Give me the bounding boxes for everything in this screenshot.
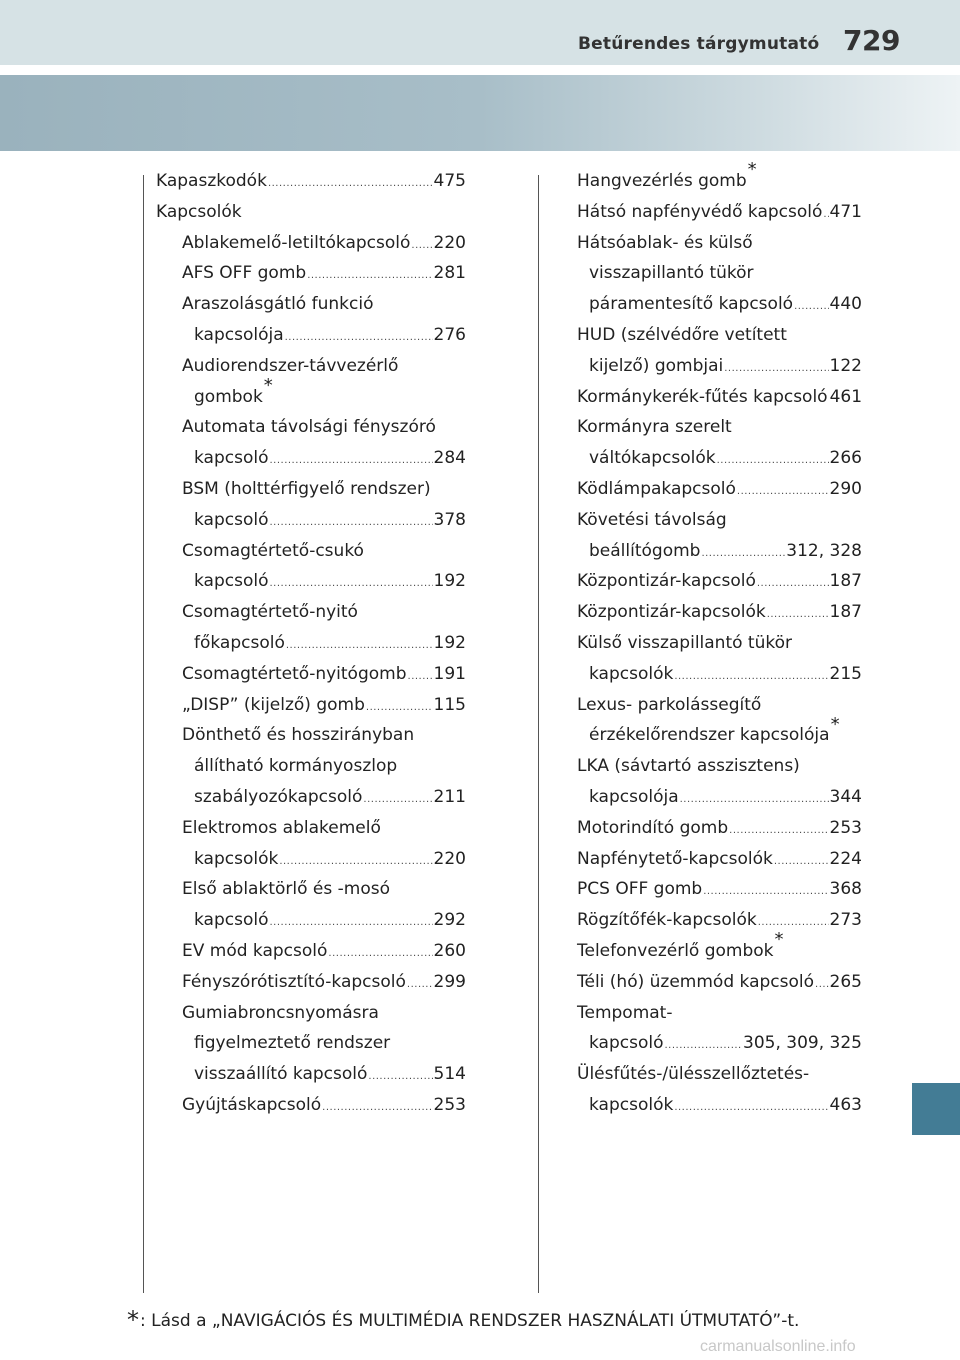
index-term: Hátsó napfényvédő kapcsoló	[577, 201, 823, 222]
index-term: Csomagtértető-csukó	[182, 540, 364, 561]
dot-leader	[269, 908, 432, 939]
dot-leader	[703, 877, 828, 908]
page-reference: 276	[433, 324, 466, 345]
index-term: „DISP” (kijelző) gomb	[182, 694, 365, 715]
index-term: Gyújtáskapcsoló	[182, 1094, 322, 1115]
header-band	[0, 75, 960, 151]
dot-leader	[674, 1093, 828, 1124]
index-entry	[577, 228, 862, 259]
dot-leader	[307, 261, 432, 292]
index-entry	[577, 258, 862, 289]
index-entry	[577, 659, 862, 690]
index-term: Kormányra szerelt	[577, 417, 732, 438]
index-term: beállítógomb	[589, 540, 701, 561]
index-term: Ülésfűtés-/ülésszellőztetés-	[577, 1064, 810, 1085]
index-entry	[156, 628, 466, 659]
index-entry	[577, 1028, 862, 1059]
index-entry	[577, 751, 862, 782]
index-term: Csomagtértető-nyitó	[182, 602, 358, 623]
page-reference: 211	[433, 786, 466, 807]
page-reference: 290	[829, 478, 862, 499]
index-entry	[577, 412, 862, 443]
index-term: EV mód kapcsoló	[182, 940, 328, 961]
index-term: Hátsóablak- és külső	[577, 232, 753, 253]
index-term: Hangvezérlés gomb	[577, 171, 747, 191]
index-term: Külső visszapillantó tükör	[577, 632, 792, 653]
page-reference: 260	[433, 940, 466, 961]
page-reference: 192	[433, 571, 466, 592]
index-entry	[577, 713, 862, 751]
index-term: kapcsolók	[589, 663, 674, 684]
index-term: Első ablaktörlő és -mosó	[182, 879, 390, 900]
page-reference: 253	[433, 1094, 466, 1115]
dot-leader	[322, 1093, 432, 1124]
index-entry	[577, 1059, 862, 1090]
index-term: kapcsolók	[194, 848, 279, 869]
dot-leader	[408, 662, 433, 693]
dot-leader	[767, 600, 829, 631]
index-term: visszaállító kapcsoló	[194, 1064, 368, 1085]
page-reference: 266	[829, 448, 862, 469]
page-reference: 284	[433, 448, 466, 469]
index-entry	[577, 474, 862, 505]
dot-leader	[269, 508, 432, 539]
dot-leader	[724, 354, 828, 385]
index-entry	[156, 874, 466, 905]
index-entry	[577, 320, 862, 351]
page-reference: 192	[433, 632, 466, 653]
index-term: AFS OFF gomb	[182, 263, 307, 284]
index-term: Napfénytető-kapcsolók	[577, 848, 773, 869]
page-reference: 475	[433, 171, 466, 191]
index-entry	[156, 351, 466, 382]
dot-leader	[279, 847, 432, 878]
page-reference: 461	[829, 386, 863, 407]
index-entry	[156, 228, 466, 259]
index-term: Automata távolsági fényszóró	[182, 417, 436, 438]
index-term: Központizár-kapcsolók	[577, 602, 766, 623]
dot-leader	[674, 662, 828, 693]
dot-leader	[729, 816, 828, 847]
index-term: váltókapcsolók	[589, 448, 716, 469]
index-term: BSM (holttérfigyelő rendszer)	[182, 478, 431, 499]
index-entry	[577, 844, 862, 875]
footnote	[127, 1306, 799, 1334]
index-term: Elektromos ablakemelő	[182, 817, 381, 838]
index-entry	[577, 874, 862, 905]
index-entry	[577, 566, 862, 597]
page-reference: 187	[829, 571, 862, 592]
dot-leader	[328, 939, 432, 970]
index-term: Központizár-kapcsoló	[577, 571, 756, 592]
dot-leader	[757, 569, 829, 600]
index-entry	[156, 720, 466, 751]
index-entry	[156, 844, 466, 875]
dot-leader	[701, 539, 785, 570]
dot-leader	[774, 847, 829, 878]
index-entry	[577, 443, 862, 474]
dot-leader	[285, 323, 433, 354]
dot-leader	[407, 970, 433, 1001]
index-term: kapcsoló	[194, 910, 269, 931]
page-reference: 305, 309, 325	[743, 1033, 862, 1054]
footnote-asterisk-icon: *	[263, 374, 273, 396]
index-term: kapcsolója	[589, 786, 679, 807]
index-entry	[156, 1028, 466, 1059]
index-term: PCS OFF gomb	[577, 879, 703, 900]
page-reference: 368	[829, 879, 862, 900]
dot-leader	[758, 908, 829, 939]
index-term: Araszolásgátló funkció	[182, 294, 374, 315]
index-term: HUD (szélvédőre vetített	[577, 324, 787, 345]
index-term: Dönthető és hosszirányban	[182, 725, 415, 746]
footnote-text: : Lásd a „NAVIGÁCIÓS ÉS MULTIMÉDIA RENDSZER HASZNÁLATI ÚTMUTATÓ”-t.	[140, 1311, 800, 1331]
index-term: kapcsoló	[194, 571, 269, 592]
page-reference: 220	[433, 848, 466, 869]
index-term: Követési távolság	[577, 509, 727, 530]
index-entry	[156, 1059, 466, 1090]
dot-leader	[366, 693, 433, 724]
index-term: Gumiabroncsnyomásra	[182, 1002, 379, 1023]
dot-leader	[737, 477, 829, 508]
page-reference: 253	[829, 817, 862, 838]
page-reference: 463	[829, 1094, 862, 1115]
page-reference: 224	[829, 848, 862, 869]
index-entry	[577, 782, 862, 813]
page-reference: 220	[433, 232, 466, 253]
index-term: Tempomat-	[577, 1002, 673, 1023]
index-entry	[156, 782, 466, 813]
index-entry	[577, 289, 862, 320]
index-entry	[156, 751, 466, 782]
page-reference: 344	[829, 786, 862, 807]
dot-leader	[717, 446, 829, 477]
index-entry	[577, 967, 862, 998]
dot-leader	[794, 292, 828, 323]
index-entry	[156, 505, 466, 536]
index-term: állítható kormányoszlop	[194, 756, 398, 777]
index-term: gombok	[194, 386, 263, 407]
index-term: Csomagtértető-nyitógomb	[182, 663, 407, 684]
watermark: carmanualsonline.info	[700, 1338, 856, 1355]
index-entry	[577, 197, 862, 228]
dot-leader	[368, 1062, 432, 1093]
index-term: kapcsoló	[589, 1033, 664, 1054]
index-entry	[156, 967, 466, 998]
index-term: figyelmeztető rendszer	[194, 1033, 391, 1054]
dot-leader	[268, 169, 433, 200]
index-entry	[577, 597, 862, 628]
index-term: Audiorendszer-távvezérlő	[182, 355, 399, 376]
index-entry	[156, 412, 466, 443]
dot-leader	[411, 231, 432, 262]
header-title: Betűrendes tárgymutató	[578, 34, 820, 54]
page-reference: 191	[433, 663, 466, 684]
dot-leader	[269, 446, 432, 477]
index-entry	[577, 1090, 862, 1121]
page-reference: 378	[433, 509, 466, 530]
footnote-asterisk-icon: *	[747, 159, 757, 181]
dot-leader	[815, 970, 829, 1001]
dot-leader	[680, 785, 829, 816]
index-term: kapcsoló	[194, 448, 269, 469]
page-number: 729	[843, 24, 900, 57]
index-term: Kapaszkodók	[156, 171, 267, 191]
footnote-marker: *	[127, 1306, 139, 1334]
page-reference: 299	[433, 971, 466, 992]
index-entry	[156, 597, 466, 628]
index-term: Telefonvezérlő gombok	[577, 940, 774, 961]
dot-leader	[823, 200, 828, 231]
index-term: kapcsolók	[589, 1094, 674, 1115]
index-entry	[577, 351, 862, 382]
index-entry	[156, 374, 466, 413]
header-strip	[0, 0, 960, 65]
section-thumb-tab	[912, 1083, 960, 1135]
page-reference: 440	[829, 294, 862, 315]
index-entry	[156, 320, 466, 351]
index-entry	[577, 159, 862, 197]
dot-leader	[269, 569, 432, 600]
index-term: kapcsoló	[194, 509, 269, 530]
index-entry	[577, 998, 862, 1029]
index-entry	[156, 690, 466, 721]
index-term: Fényszórótisztító-kapcsoló	[182, 971, 406, 992]
index-entry	[156, 998, 466, 1029]
footnote-asterisk-icon: *	[774, 929, 784, 951]
index-term: Ködlámpakapcsoló	[577, 478, 736, 499]
index-entry	[577, 905, 862, 936]
index-entry	[577, 690, 862, 721]
index-term: kijelző) gombjai	[589, 355, 724, 376]
index-entry	[577, 505, 862, 536]
index-term: páramentesítő kapcsoló	[589, 294, 794, 315]
index-entry	[156, 289, 466, 320]
index-entry	[577, 929, 862, 967]
index-term: Motorindító gomb	[577, 817, 729, 838]
right-index-column	[577, 159, 863, 1121]
index-term: főkapcsoló	[194, 632, 285, 653]
index-term: kapcsolója	[194, 324, 284, 345]
page-reference: 312, 328	[786, 540, 862, 561]
index-entry	[156, 258, 466, 289]
index-entry	[577, 382, 862, 413]
index-entry	[156, 1090, 466, 1121]
index-entry	[577, 536, 862, 567]
index-term: Lexus- parkolássegítő	[577, 694, 762, 715]
index-entry	[156, 936, 466, 967]
page-reference: 187	[829, 602, 862, 623]
dot-leader	[664, 1031, 742, 1062]
index-entry	[156, 197, 466, 228]
footnote-asterisk-icon: *	[830, 713, 840, 735]
page-reference: 122	[829, 355, 862, 376]
page-reference: 281	[433, 263, 466, 284]
index-term: Kormánykerék-fűtés kapcsoló	[577, 386, 828, 407]
index-entry	[156, 659, 466, 690]
index-term: Kapcsolók	[156, 201, 242, 222]
index-term: visszapillantó tükör	[589, 263, 754, 284]
dot-leader	[363, 785, 432, 816]
index-term: Téli (hó) üzemmód kapcsoló	[577, 971, 815, 992]
index-term: érzékelőrendszer kapcsolója	[589, 725, 830, 746]
page-reference: 514	[433, 1064, 466, 1085]
index-entry	[577, 813, 862, 844]
page-reference: 471	[829, 201, 862, 222]
index-entry	[156, 905, 466, 936]
page-reference: 292	[433, 910, 466, 931]
index-term: Ablakemelő-letiltókapcsoló	[182, 232, 411, 253]
index-entry	[156, 813, 466, 844]
index-term: szabályozókapcsoló	[194, 786, 363, 807]
dot-leader	[286, 631, 433, 662]
left-column-rule	[143, 175, 144, 1293]
index-entry	[577, 628, 862, 659]
page-reference: 115	[433, 694, 466, 715]
index-entry	[156, 443, 466, 474]
left-index-column	[156, 166, 466, 1121]
index-term: LKA (sávtartó asszisztens)	[577, 756, 800, 777]
page-reference: 215	[829, 663, 862, 684]
index-entry	[156, 474, 466, 505]
index-entry	[156, 536, 466, 567]
index-term: Rögzítőfék-kapcsolók	[577, 910, 757, 931]
page-reference: 265	[829, 971, 862, 992]
index-entry	[156, 166, 466, 197]
page-reference: 273	[829, 910, 862, 931]
right-column-rule	[538, 175, 539, 1293]
index-entry	[156, 566, 466, 597]
